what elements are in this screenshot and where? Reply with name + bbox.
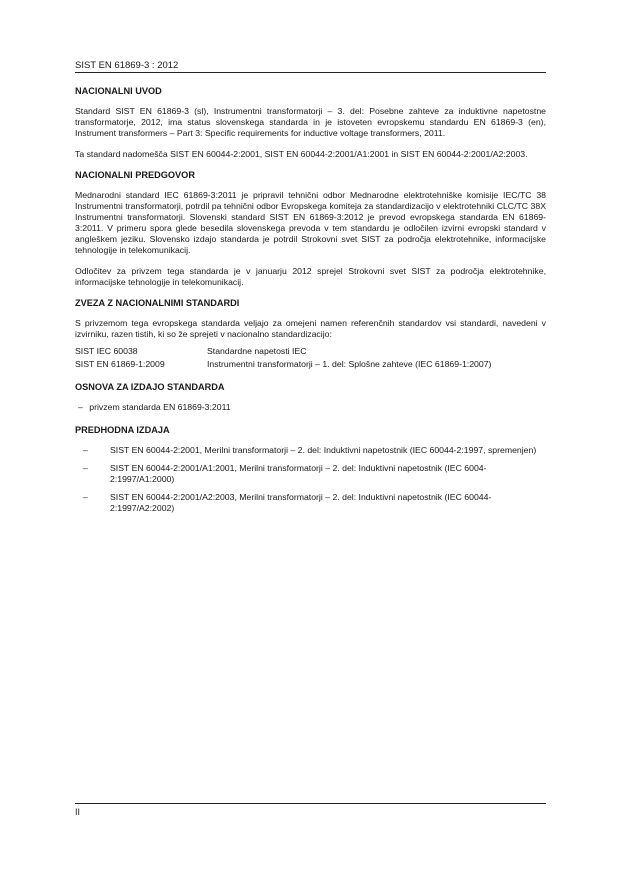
list-item-text: SIST EN 60044-2:2001/A2:2003, Merilni transformatorji – 2. del: Induktivni napetostnik (IEC 60044-2:1997/A2:2002)	[110, 492, 492, 513]
section-title-osnova: OSNOVA ZA IZDAJO STANDARDA	[75, 382, 225, 392]
page-content	[75, 86, 546, 524]
zveza-paragraph: S privzemom tega evropskega standarda veljajo za omejeni namen referenčnih standardov vsi standardi, navedeni v izvirniku, razen tistih, ki so že sprejeti v nacionalno standardizacijo:	[75, 318, 546, 339]
section-title-predgovor: NACIONALNI PREDGOVOR	[75, 170, 195, 180]
osnova-item-text: privzem standarda EN 61869-3:2011	[89, 402, 231, 412]
dash-mark: –	[83, 445, 88, 455]
predgovor-paragraph-2: Odločitev za privzem tega standarda je v januarju 2012 sprejel Strokovni svet SIST za področja elektrotehnike, informacijske tehnologije in telekomunikacij.	[75, 266, 546, 287]
dash-mark: –	[83, 463, 88, 473]
list-item	[75, 463, 546, 485]
section-title-uvod: NACIONALNI UVOD	[75, 86, 162, 96]
page-header: SIST EN 61869-3 : 2012	[75, 60, 179, 71]
section-nacionalni-uvod	[75, 86, 546, 160]
list-item-text: SIST EN 60044-2:2001/A1:2001, Merilni transformatorji – 2. del: Induktivni napetostnik (IEC 6004-2:1997/A1:2000)	[110, 463, 487, 484]
section-osnova	[75, 382, 546, 413]
header-rule	[75, 72, 546, 73]
table-row	[75, 359, 546, 372]
section-title-zveza: ZVEZA Z NACIONALNIMI STANDARDI	[75, 298, 240, 308]
footer-rule	[75, 803, 546, 804]
dash-mark: –	[78, 402, 83, 412]
page-number: II	[75, 807, 81, 817]
previous-editions-list	[75, 445, 546, 514]
dash-mark: –	[83, 492, 88, 502]
section-nacionalni-predgovor	[75, 170, 546, 288]
reference-table	[75, 346, 546, 372]
table-row	[75, 346, 546, 359]
list-item	[75, 492, 546, 514]
uvod-paragraph-2: Ta standard nadomešča SIST EN 60044-2:2001, SIST EN 60044-2:2001/A1:2001 in SIST EN 60044-2:2001/A2:2003.	[75, 149, 528, 159]
list-item-text: SIST EN 60044-2:2001, Merilni transformatorji – 2. del: Induktivni napetostnik (IEC 60044-2:1997, spremenjen)	[110, 445, 537, 455]
section-title-predhodna: PREDHODNA IZDAJA	[75, 425, 170, 435]
reference-code: SIST IEC 60038	[75, 346, 138, 356]
uvod-paragraph-1: Standard SIST EN 61869-3 (sl), Instrumentni transformatorji – 3. del: Posebne zahteve za induktivne napetostne transformatorje, 2012, ima status slovenskega standarda in je istoveten evropskemu standardu EN 61869-3 (en), Instrument transformers – Part 3: Specific requirements for inductive voltage transformers, 2011.	[75, 106, 546, 138]
section-zveza	[75, 298, 546, 372]
reference-title: Standardne napetosti IEC	[207, 346, 307, 356]
reference-title: Instrumentni transformatorji – 1. del: Splošne zahteve (IEC 61869-1:2007)	[207, 359, 492, 369]
predgovor-paragraph-1: Mednarodni standard IEC 61869-3:2011 je pripravil tehnični odbor Mednarodne elektrotehniške komisije IEC/TC 38 Instrumentni transformatorji, potrdil pa tehnični odbor Evropskega komiteja za standardizacijo v elektrotehniki CLC/TC 38X Instrumentni transformatorji. Slovenski standard SIST EN 61869-3:2012 je prevod evropskega standarda EN 61869-3:2011. V primeru spora glede besedila slovenskega prevoda v tem standardu je odločilen izvirni evropski standard v angleškem jeziku. Slovensko izdajo standarda je potrdil Strokovni svet SIST za področja elektrotehnike, informacijske tehnologije in telekomunikacij.	[75, 190, 546, 255]
osnova-item	[75, 402, 546, 413]
list-item	[75, 445, 546, 456]
section-predhodna	[75, 425, 546, 514]
reference-code: SIST EN 61869-1:2009	[75, 359, 165, 369]
